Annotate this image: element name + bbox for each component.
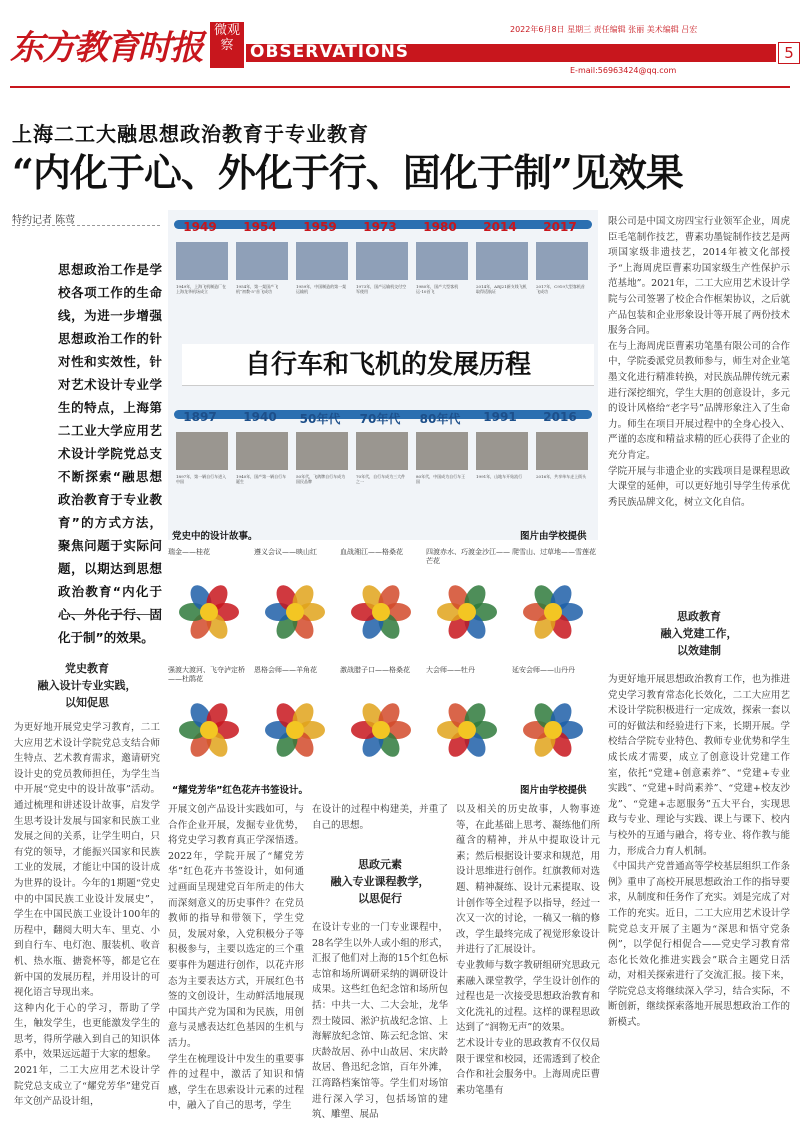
timeline-note: 1991年，山地车开始流行 <box>476 474 523 479</box>
badge-label: 恩格会师——羊角花 <box>254 666 317 674</box>
flower-badge-icon <box>256 688 334 772</box>
timeline-year: 70年代 <box>359 412 401 426</box>
flower-badge-icon <box>514 688 592 772</box>
timeline-note: 1959年，中国制造的第一架运输机 <box>296 284 347 294</box>
section-body-2: 开展文创产品设计实践如可，与合作企业开展，发掘专业优势，将党史学习教育真正学深悟透。2022年，学院开展了“耀党芳华”红色花卉书签设计，如何通过画面呈现建党百年所走的伟大而深刻意义的历史事件？在党员教师的指导和带领下，学生党员，发展对象，入党积极分子等积极参与，主要以选定的三个重要事件为题进行创作，以花卉形态为主要表达方式，开展红色书签的文创设计，生动鲜活地展现中国共产党为国和为民族，用创意与灵感表达红色基因的生机与活力。 学生在梳理设计中发生的重要事件的过程中，激活了知识和情感，学生在思索设计元素的过程中，融入了自己的思考，学生 <box>168 804 304 1112</box>
flower-badge-icon <box>256 570 334 654</box>
timeline-caption: 党史中的设计故事。 <box>172 531 258 542</box>
badges-credit: 图片由学校提供 <box>520 785 587 796</box>
badge-label: 延安会师——山丹丹 <box>512 666 575 674</box>
badge-label: 瑞金——桂花 <box>168 548 210 556</box>
badge-label: 血战湘江——格桑花 <box>340 548 403 556</box>
section-body-6: 为更好地开展思想政治教育工作，也为推进党史学习教育常态化长效化，二工大应用艺术设计学院积极进行一定成效，探索一套以可的好做法和经验进行下来，长期开展。学校结合学院专业特色、教师专业优势和学生成长成才需要，成立了创意设计党建工作室，依托“党建+创意素养”、“党建+专业实践”、“党建+时尚素养”、“党建+校友沙龙”、“党建+志愿服务”五大平台，实现思政与专业、理论与实践、课上与课下、校内与校外的互通与融合，将专业、将作教与能力，形成合力育人机制。 《中国共产党普通高等学校基层组织工作条例》重申了高校开展思想政治工作的指导要求，从制度和任务作了充实。刘是完成了对工作的充实。近日，二工大应用艺术设计学院党总支开展了主题为“深思和悟守党条例”，以学促行相促合——党史学习教育常态化长效化推进实践会”联合主题党日活动，对相关探索进行了交流汇报。接下来，学院党总支将继续深入学习，结合实际，不断创新，继续探索落地开展思想政治工作的新模式。 <box>608 674 790 1029</box>
badge-center <box>286 721 304 739</box>
masthead <box>10 20 794 75</box>
section-heading-6: 思政教育 融入党建工作， 以效建制 <box>660 610 738 657</box>
timeline-photo <box>296 242 348 280</box>
column-badge: 微观察 <box>210 22 244 68</box>
timeline-year: 1991 <box>483 410 517 424</box>
section-body-1: 为更好地开展党史学习教育，二工大应用艺术设计学院党总支结合师生特点、艺术教育需求，邀请研究设计史的党员教师担任，为学生当中开展“党史中的设计故事”活动。通过梳理和讲述设计故事，启发学生思考设计发展与国家和民族工业发展之间的关系，让学生明白，只有党的领导，才能振兴国家和民族工业的发展，才能让中国的设计成为世界的设计。今年的1期题“党史中的中国民族工业设计发展史”，学生在中国民族工业设计100年的历程中，翻阅大明大车、里克、小到自行车、电灯泡、服装机、收音机、热水瓶、搪瓷杯等，都是它在新中国的发展历程，并用设计的可视化语言导现出来。 这种内化于心的学习，帮助了学生，触发学生，也更能激发学生的思考，得所学融入到自己的知识体系中，效果远远超于大家的想象。 2021年，二工大应用艺术设计学院党总支成立了“耀党芳华”建党百年文创产品设计组， <box>14 722 160 1108</box>
badge-center <box>544 603 562 621</box>
section-body-5: 限公司是中国文房四宝行业领军企业，周虎臣毛笔制作技艺，曹素功墨锭制作技艺是两项国家级非遗技艺，2014年被文化部授予“上海周虎臣曹素功国家级生产性保护示范基地”。2021年，二工大应用艺术设计学院与公司签署了校企合作框架协议，之后就产品包装和企业形象设计等开展了两份技术服务合同。 在与上海周虎臣曹素功笔墨有限公司的合作中，学院委派党员教师参与，师生对企业笔墨文化进行精准转换，对民族品牌传统元素进行深挖细究，学生大胆的创意设计，多元的设计风格给“老字号”品牌形象注入了生命力。师生在项目开展过程中的全身心投入、严谨的态度和精益求精的匠心获得了企业的充分肯定。 学院开展与非遗企业的实践项目是课程思政大课堂的延伸，可以更好地引导学生传承优秀民族品牌文化，树立文化自信。 <box>608 216 790 508</box>
timeline-note: 1973年，国产运输机交付空军使用 <box>356 284 407 294</box>
flower-badge-icon <box>342 688 420 772</box>
article-title: “内化于心、外化于行、固化于制”见效果 <box>12 150 683 195</box>
timeline-year: 80年代 <box>419 412 461 426</box>
timeline-year: 1949 <box>183 220 217 234</box>
timeline-photo <box>356 432 408 470</box>
badge-center <box>458 603 476 621</box>
timeline-photo <box>416 242 468 280</box>
flower-badge-icon <box>428 570 506 654</box>
section-heading-1: 党史教育 融入设计专业实践， 以知促思 <box>37 662 137 709</box>
timeline-year: 1897 <box>183 410 217 424</box>
badges-caption: “耀党芳华”红色花卉书签设计。 <box>172 785 308 796</box>
timeline-note: 80年代，中国成为自行车王国 <box>416 474 466 484</box>
timeline-banner: 自行车和飞机的发展历程 <box>182 344 594 386</box>
lead-rule <box>62 614 158 615</box>
badge-center <box>372 603 390 621</box>
timeline-photo <box>296 432 348 470</box>
timeline-photo <box>176 242 228 280</box>
badge-center <box>286 603 304 621</box>
badge-label: 爬雪山、过草地——雪莲花 <box>512 548 596 556</box>
timeline-year: 2014 <box>483 220 517 234</box>
timeline-year: 1959 <box>303 220 337 234</box>
section-title: OBSERVATIONS <box>250 42 410 62</box>
section-heading-3: 思政元素 融入专业课程教学， 以思促行 <box>330 858 430 905</box>
flower-badge-icon <box>428 688 506 772</box>
badge-center <box>200 603 218 621</box>
timeline-year: 50年代 <box>299 412 341 426</box>
article-subtitle: 上海二工大融思想政治教育于专业教育 <box>12 122 369 146</box>
timeline-note: 2016年，共享单车走上街头 <box>536 474 587 479</box>
masthead-rule <box>10 86 790 88</box>
timeline-year: 1954 <box>243 220 277 234</box>
section-body-2-tail: 在设计的过程中构建美，并重了自己的思想。 <box>312 804 448 831</box>
timeline-photo <box>236 242 288 280</box>
timeline-note: 1980年，国产大型客机运-10首飞 <box>416 284 459 294</box>
badge-label: 四渡赤水、巧渡金沙江——芒花 <box>426 548 510 565</box>
badge-label: 激战腊子口——格桑花 <box>340 666 410 674</box>
byline-rule <box>12 225 160 226</box>
badge-center <box>200 721 218 739</box>
timeline-note: 1940年，国产第一辆自行车诞生 <box>236 474 287 484</box>
timeline-note: 1949年，上海飞机制造厂在上海龙华机场成立 <box>176 284 227 294</box>
badge-center <box>372 721 390 739</box>
timeline-photo <box>416 432 468 470</box>
badge-label: 强渡大渡河、飞夺泸定桥——杜鹃花 <box>168 666 245 683</box>
bookmark-badges <box>168 548 598 784</box>
flower-badge-icon <box>342 570 420 654</box>
timeline-photo <box>236 432 288 470</box>
timeline-photo <box>176 432 228 470</box>
section-body-4: 以及相关的历史故事，人物事迹等，在此基础上思考、凝练他们所蕴含的精神，并从中提取设计元素；然后根据设计要求和规范，用设计思维进行创作。红旗教师对选题、精神凝练、设计元素提取、设计创作等全过程予以指导，经过一次又一次的讨论，一稿又一稿的修改，学生最终完成了视觉形象设计并进行了汇展设计。 专业教师与数字教研组研究思政元素融入课堂教学，学生设计创作的过程也是一次接受思想政治教育和文化洗礼的过程。这样的课程思政达到了“润物无声”的效果。 艺术设计专业的思政教育不仅仅局限于课堂和校园，还需透到了校企合作和社会服务中。上海周虎臣曹素功笔墨有 <box>456 804 600 1096</box>
flower-badge-icon <box>170 570 248 654</box>
timeline-year: 1940 <box>243 410 277 424</box>
badge-center <box>544 721 562 739</box>
section-body-3: 在设计专业的一门专业课程中，28名学生以外人或小组的形式，汇报了他们对上海的15个红色标志馆和场所调研采纳的调研设计成果。这些红色纪念馆和场所包括：中共一大、二大会址，龙华烈士陵园、淞沪抗战纪念馆、上海解放纪念馆、陈云纪念馆、宋庆龄故居、孙中山故居、宋庆龄故居、鲁迅纪念馆，百年外滩，江湾路档案馆等。学生们对场馆进行深入学习，包括场馆的建筑、雕塑、展品 <box>312 922 448 1121</box>
timeline-credit: 图片由学校提供 <box>520 531 587 542</box>
timeline-photo <box>476 432 528 470</box>
byline: 特约记者 陈莺 <box>12 215 76 226</box>
timeline-note: 70年代，自行车成为三大件之一 <box>356 474 406 484</box>
timeline-year: 1980 <box>423 220 457 234</box>
badge-label: 大会师——牡丹 <box>426 666 475 674</box>
timeline-photo <box>536 432 588 470</box>
badge-center <box>458 721 476 739</box>
timeline-year: 1973 <box>363 220 397 234</box>
lead-paragraph: 思想政治工作是学校各项工作的生命线，为进一步增强思想政治工作的针对性和实效性，针对艺术设计专业学生的特点，上海第二工业大学应用艺术设计学院党总支不断探索“融思想政治教育于专业教育”的方式方法，聚焦问题于实际问题，以期达到思想政治教育“内化于心、外化于行、固化于制”的效果。 <box>58 262 162 645</box>
timeline-note: 1897年，第一辆自行车进入中国 <box>176 474 227 484</box>
timeline-year: 2016 <box>543 410 577 424</box>
timeline-photo <box>356 242 408 280</box>
flower-badge-icon <box>170 688 248 772</box>
badge-label: 遵义会议——映山红 <box>254 548 317 556</box>
newspaper-logo: 东方教育时报 <box>10 28 202 68</box>
timeline-photo <box>476 242 528 280</box>
flower-badge-icon <box>514 570 592 654</box>
timeline-note: 50年代，飞鸽牌自行车成为国民品牌 <box>296 474 346 484</box>
page-number: 5 <box>778 42 800 64</box>
email: E-mail:56963424@qq.com <box>570 66 677 75</box>
timeline-note: 2014年，ARJ21新支线飞机取得适航证 <box>476 284 527 294</box>
issue-meta: 2022年6月8日 星期三 责任编辑 张丽 美术编辑 吕宏 <box>510 25 698 34</box>
timeline-note: 2017年，C919大型客机首飞成功 <box>536 284 585 294</box>
timeline-year: 2017 <box>543 220 577 234</box>
timeline-photo <box>536 242 588 280</box>
timeline-note: 1954年，第一架国产飞机“初教-5”首飞成功 <box>236 284 279 294</box>
